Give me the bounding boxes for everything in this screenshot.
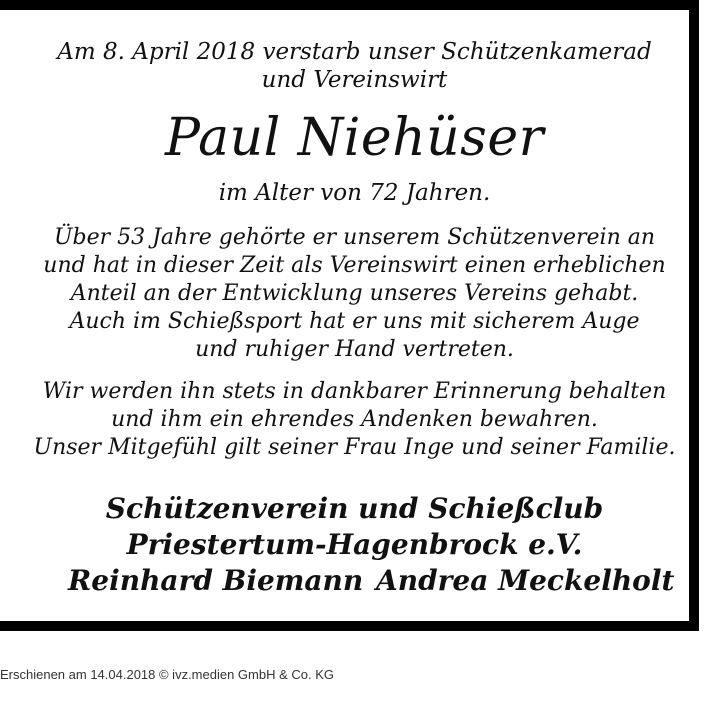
paragraph1-line-1: Über 53 Jahre gehörte er unserem Schützenverein an <box>53 225 656 250</box>
paragraph1-line-4: Auch im Schießsport hat er uns mit sicherem Auge <box>69 309 640 334</box>
paragraph1-line-3: Anteil an der Entwicklung unseres Vereins gehabt. <box>70 281 639 306</box>
signature-club-line-2: Priestertum-Hagenbrock e.V. <box>126 528 583 561</box>
deceased-name: Paul Niehüser <box>164 108 544 168</box>
paragraph1-line-2: und hat in dieser Zeit als Vereinswirt einen erheblichen <box>43 253 666 278</box>
signature-person-1: Reinhard Biemann <box>68 564 364 597</box>
age-line: im Alter von 72 Jahren. <box>218 180 491 206</box>
publication-footer: Erschienen am 14.04.2018 © ivz.medien GmbH & Co. KG <box>0 667 335 682</box>
intro-line-2: und Vereinswirt <box>261 67 448 93</box>
obituary-notice <box>10 10 699 621</box>
intro-line-1: Am 8. April 2018 verstarb unser Schützenkamerad <box>57 39 652 65</box>
paragraph1-line-5: und ruhiger Hand vertreten. <box>195 337 514 362</box>
paragraph2-line-3: Unser Mitgefühl gilt seiner Frau Inge und seiner Familie. <box>33 435 676 460</box>
paragraph2-line-1: Wir werden ihn stets in dankbarer Erinnerung behalten <box>42 379 667 404</box>
paragraph2-line-2: und ihm ein ehrendes Andenken bewahren. <box>111 407 598 432</box>
signature-club-line-1: Schützenverein und Schießclub <box>105 492 604 525</box>
signature-person-2: Andrea Meckelholt <box>376 564 675 597</box>
